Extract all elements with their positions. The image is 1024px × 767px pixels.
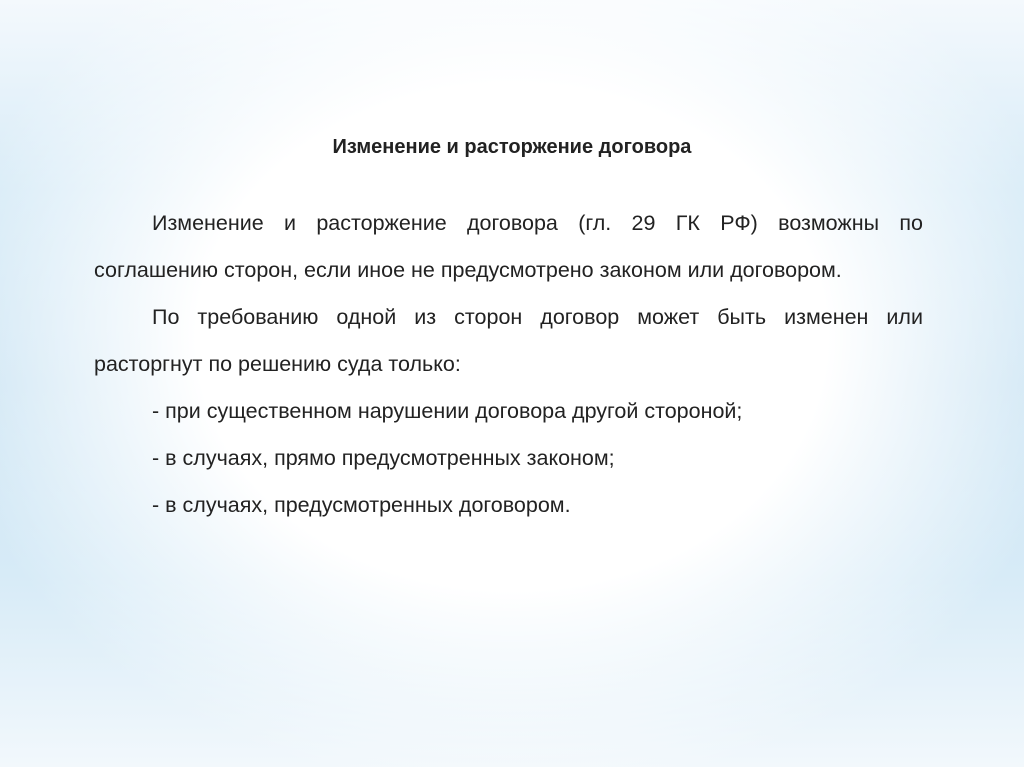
list-item-law-cases: - в случаях, прямо предусмотренных законом; — [152, 446, 615, 470]
list-item-material-breach: - при существенном нарушении договора другой стороной; — [152, 399, 743, 423]
slide-body — [94, 200, 923, 529]
paragraph-change-termination: Изменение и расторжение договора (гл. 29 ГК РФ) возможны по соглашению сторон, если иное не предусмотрено законом или договором. — [94, 211, 923, 282]
slide-title: Изменение и расторжение договора — [332, 136, 692, 158]
list-item-contract-cases: - в случаях, предусмотренных договором. — [152, 493, 571, 517]
paragraph-court-decision: По требованию одной из сторон договор может быть изменен или расторгнут по решению суда только: — [94, 305, 923, 376]
